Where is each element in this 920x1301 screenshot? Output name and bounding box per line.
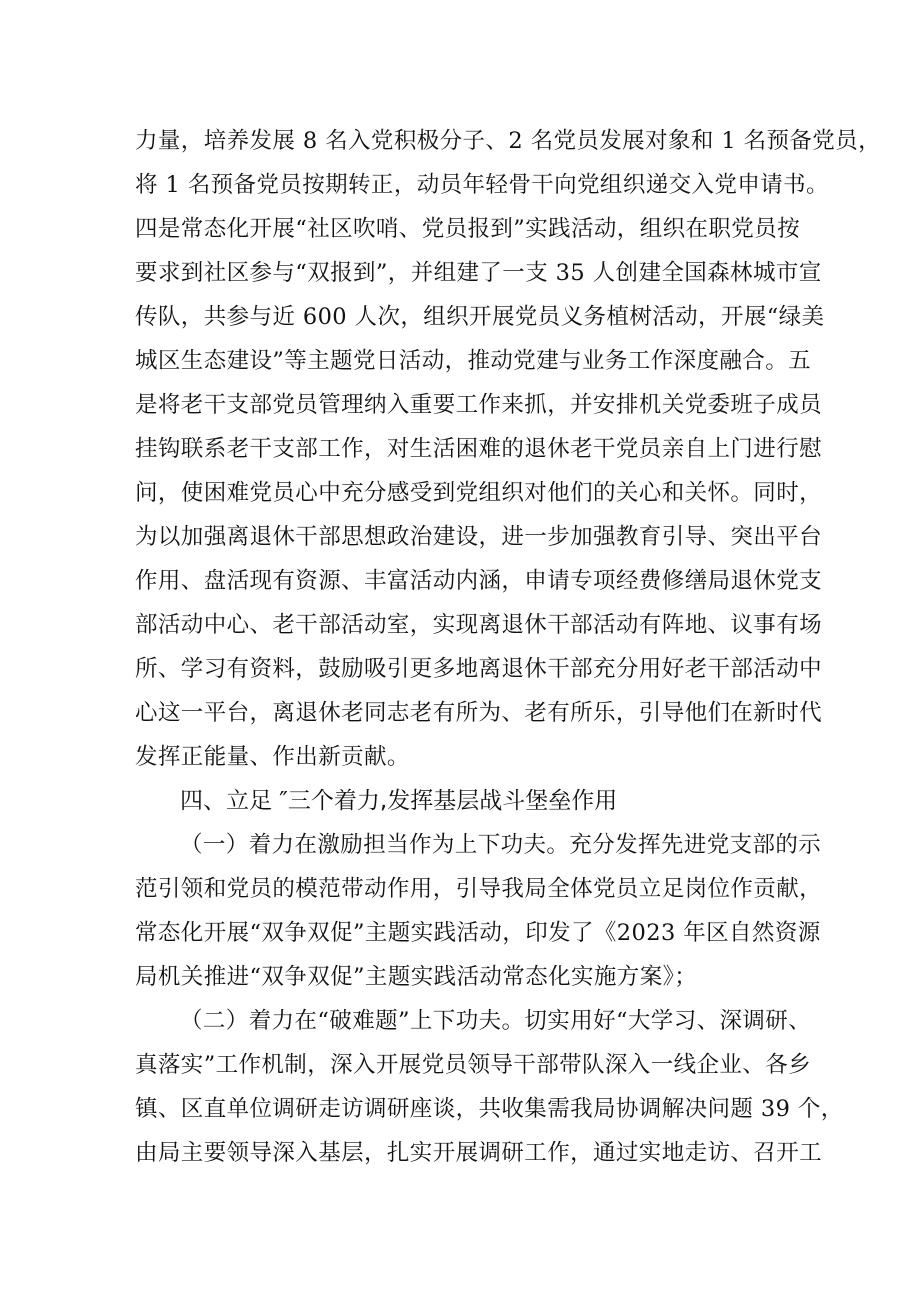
paragraph-line: 部活动中心、老干部活动室，实现离退休干部活动有阵地、议事有场 <box>135 612 823 638</box>
paragraph-line: 是将老干支部党员管理纳入重要工作来抓，并安排机关党委班子成员 <box>135 392 823 418</box>
paragraph-line: 挂钩联系老干支部工作，对生活困难的退休老干党员亲自上门进行慰 <box>135 436 823 462</box>
paragraph-line: 问，使困难党员心中充分感受到党组织对他们的关心和关怀。同时， <box>135 480 823 506</box>
section-heading: 四、立足 ″三个着力,发挥基层战斗堡垒作用 <box>180 788 618 814</box>
paragraph-line: 常态化开展“双争双促”主题实践活动，印发了《2023 年区自然资源 <box>135 920 821 946</box>
paragraph-line: 城区生态建设”等主题党日活动，推动党建与业务工作深度融合。五 <box>135 348 812 374</box>
paragraph-line: 心这一平台，离退休老同志老有所为、老有所乐，引导他们在新时代 <box>135 700 823 726</box>
paragraph-line: 作用、盘活现有资源、丰富活动内涵，申请专项经费修缮局退休党支 <box>135 568 823 594</box>
paragraph-line: 为以加强离退休干部思想政治建设，进一步加强教育引导、突出平台 <box>135 524 823 550</box>
paragraph-line: 范引领和党员的模范带动作用，引导我局全体党员立足岗位作贡献， <box>135 876 823 902</box>
paragraph-line: 力量，培养发展 8 名入党积极分子、2 名党员发展对象和 1 名预备党员， <box>135 128 882 154</box>
paragraph-line: 发挥正能量、作出新贡献。 <box>135 744 410 770</box>
paragraph-line: （二）着力在“破难题”上下功夫。切实用好“大学习、深调研、 <box>180 1008 812 1034</box>
paragraph-line: 将 1 名预备党员按期转正，动员年轻骨干向党组织递交入党申请书。 <box>135 172 829 198</box>
paragraph-line: 四是常态化开展“社区吹哨、党员报到”实践活动，组织在职党员按 <box>135 216 801 242</box>
paragraph-line: （一）着力在激励担当作为上下功夫。充分发挥先进党支部的示 <box>180 832 822 858</box>
paragraph-line: 传队，共参与近 600 人次，组织开展党员义务植树活动，开展“绿美 <box>135 304 825 330</box>
paragraph-line: 局机关推进“双争双促”主题实践活动常态化实施方案》； <box>135 964 698 990</box>
paragraph-line: 所、学习有资料，鼓励吸引更多地离退休干部充分用好老干部活动中 <box>135 656 823 682</box>
paragraph-line: 要求到社区参与“双报到”，并组建了一支 35 人创建全国森林城市宣 <box>135 260 822 286</box>
paragraph-line: 由局主要领导深入基层，扎实开展调研工作，通过实地走访、召开工 <box>135 1140 823 1166</box>
paragraph-line: 镇、区直单位调研走访调研座谈，共收集需我局协调解决问题 39 个， <box>135 1096 844 1122</box>
paragraph-line: 真落实”工作机制，深入开展党员领导干部带队深入一线企业、各乡 <box>135 1052 812 1078</box>
